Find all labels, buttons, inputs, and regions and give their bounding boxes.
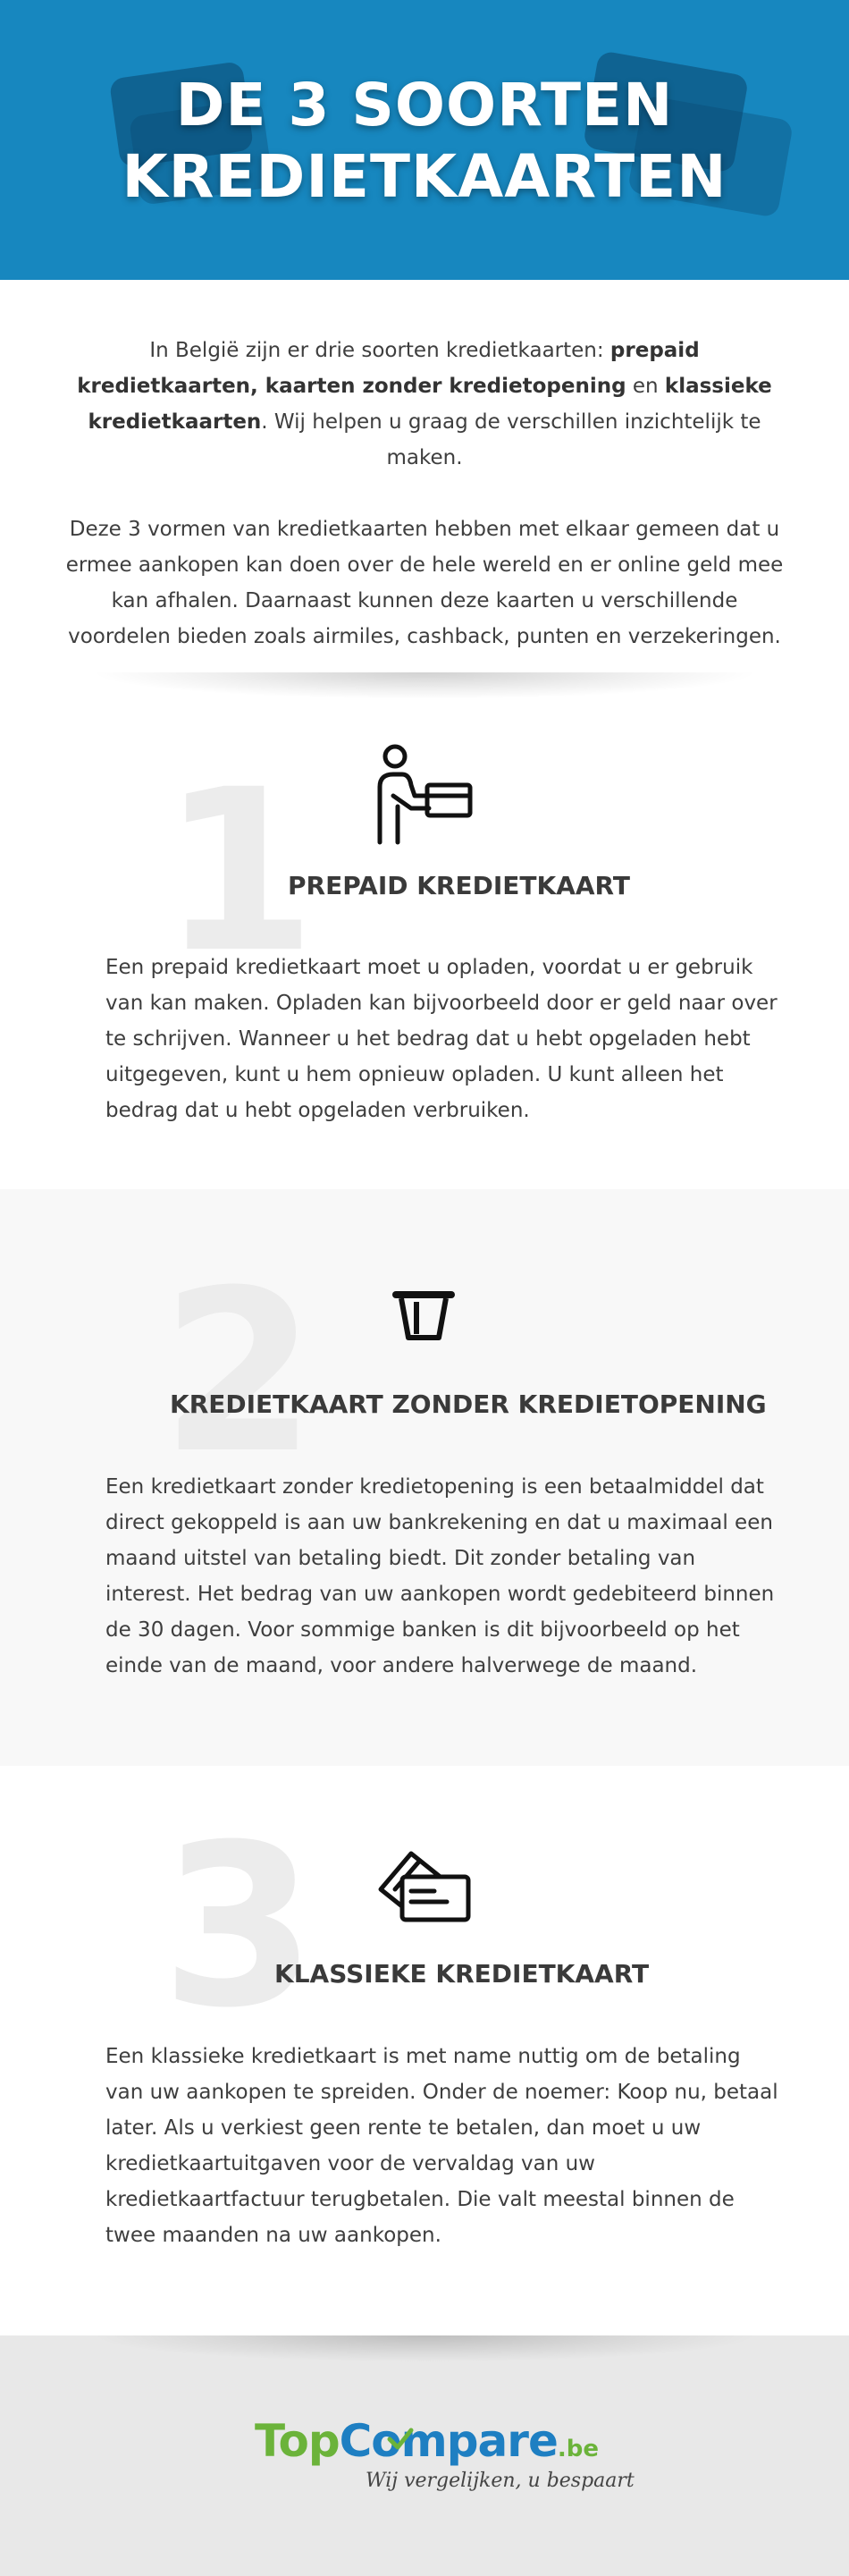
section-no-credit <box>0 1189 849 1766</box>
intro-p1-end: . Wij helpen u graag de verschillen inzichtelijk te maken. <box>261 410 761 469</box>
checkmark-icon <box>387 2427 414 2452</box>
section-number: 2 <box>161 1242 316 1502</box>
intro-text <box>63 333 786 655</box>
intro-paragraph-1 <box>63 333 786 476</box>
section-prepaid <box>0 675 849 1189</box>
logo-compare: Compare <box>339 2415 558 2467</box>
section-text: Een klassieke kredietkaart is met name nuttig om de betaling van uw aankopen te spreiden. Onder de noemer: Koop nu, betaal later. Als u verkiest geen rente te betalen, dan moet u uw kredietkaartuitgaven voor de vervaldag van uw kredietkaartfactuur terugbetalen. Die valt meestal binnen de twee maanden na uw aankopen. <box>105 2045 778 2247</box>
section-text: Een kredietkaart zonder kredietopening is een betaalmiddel dat direct gekoppeld is aan uw bankrekening en dat u maximaal een maand uitstel van betaling biedt. Dit zonder betaling van interest. Het bedrag van uw aankopen wordt gedebiteerd binnen de 30 dagen. Voor sommige banken is dit bijvoorbeeld op het einde van de maand, voor andere halverwege de maand. <box>105 1475 775 1677</box>
section-title: KLASSIEKE KREDIETKAART <box>274 1959 650 1989</box>
section-title: KREDIETKAART ZONDER KREDIETOPENING <box>170 1389 767 1419</box>
logo-wordmark <box>255 2414 599 2476</box>
intro-p1-bold-2: klassieke kredietkaarten <box>88 375 772 434</box>
stacked-cards-icon <box>375 1846 474 1927</box>
page-title <box>0 70 849 213</box>
page-title-line1: DE 3 SOORTEN <box>175 71 674 139</box>
section-number: 3 <box>161 1796 316 2057</box>
intro-paragraph-2: Deze 3 vormen van kredietkaarten hebben met elkaar gemeen dat u ermee aankopen kan doen over de hele wereld en er online geld mee kan afhalen. Daarnaast kunnen deze kaarten u verschillende voordelen bieden zoals airmiles, cashback, punten en verzekeringen. <box>65 518 784 648</box>
intro-p1-join: en <box>626 375 665 398</box>
header-banner <box>0 0 849 280</box>
section-title: PREPAID KREDIETKAART <box>288 871 630 900</box>
person-with-card-icon <box>375 742 475 849</box>
intro-p1-text: In België zijn er drie soorten kredietkaarten: <box>149 339 610 362</box>
logo-tagline: Wij vergelijken, u bespaart <box>366 2470 635 2492</box>
logo-be: .be <box>557 2436 599 2462</box>
card-in-slot-icon <box>389 1288 458 1343</box>
page-title-line2: KREDIETKAARTEN <box>122 142 727 211</box>
section-text: Een prepaid kredietkaart moet u opladen, voordat u er gebruik van kan maken. Opladen kan bijvoorbeeld door er geld naar over te schrijven. Wanneer u het bedrag dat u hebt opgeladen hebt uitgegeven, kunt u hem opnieuw opladen. U kunt alleen het bedrag dat u hebt opgeladen verbruiken. <box>105 956 778 1122</box>
topcompare-logo[interactable] <box>255 2414 635 2513</box>
footer-divider-shadow <box>89 2335 760 2362</box>
section-classic <box>0 1766 849 2335</box>
section-number: 1 <box>161 741 316 1001</box>
logo-top: Top <box>255 2415 340 2467</box>
intro-p1-bold-1: prepaid kredietkaarten, kaarten zonder kredietopening <box>77 339 700 398</box>
